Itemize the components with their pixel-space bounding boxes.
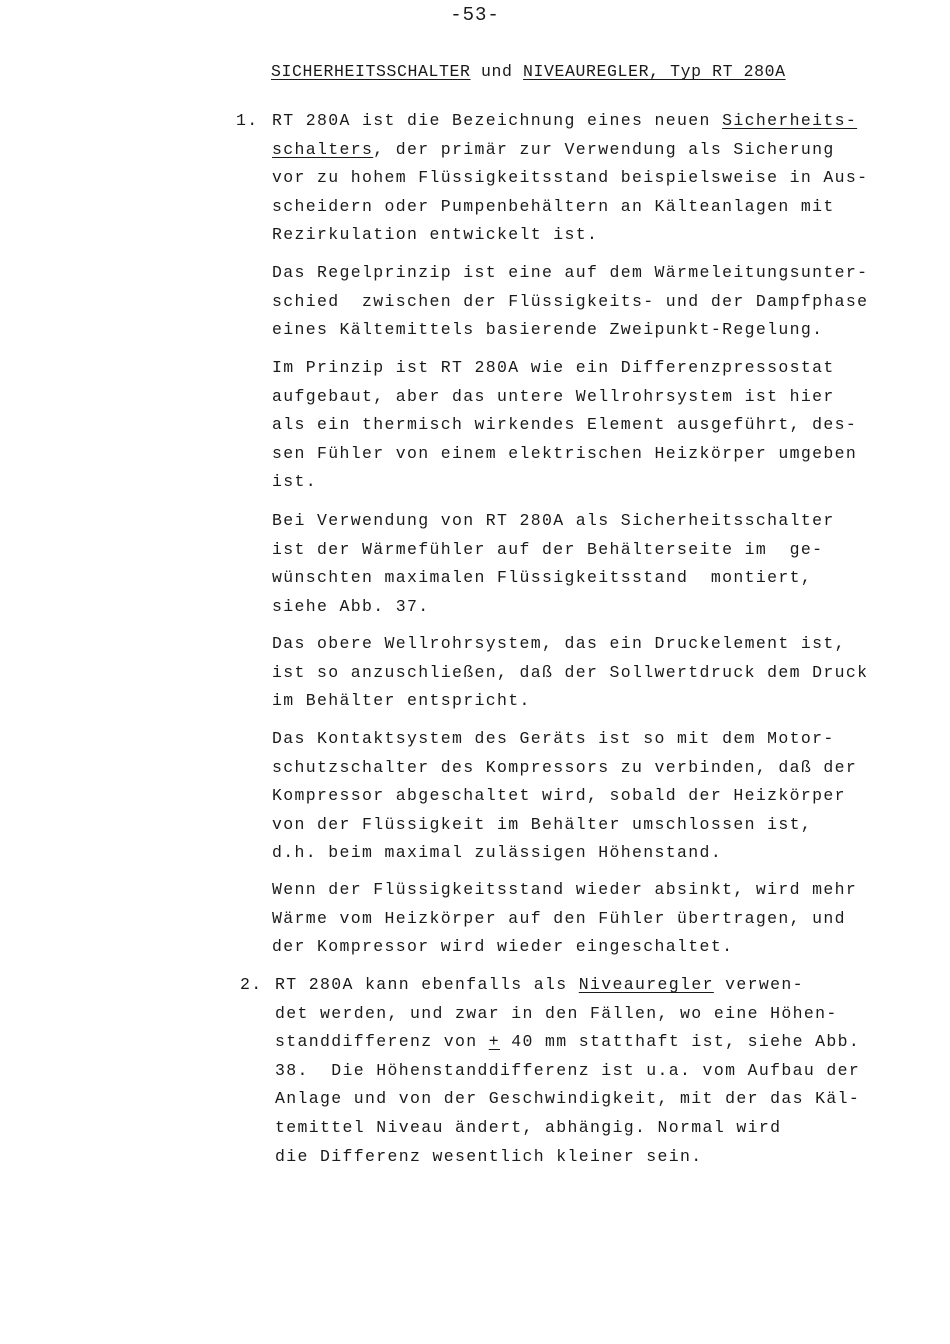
text-line: ist der Wärmefühler auf der Behälterseite im ge- (272, 539, 824, 559)
text-line: Kompressor abgeschaltet wird, sobald der Heizkörper (272, 786, 846, 806)
text-line: Bei Verwendung von RT 280A als Sicherheitsschalter (272, 511, 835, 530)
text-line: 38. Die Höhenstanddifferenz ist u.a. vom Aufbau der (275, 1060, 861, 1080)
text-line: sen Fühler von einem elektrischen Heizkörper umgeben (272, 443, 858, 463)
text-line: von der Flüssigkeit im Behälter umschlossen ist, (272, 814, 813, 834)
section-1-paragraph-7 (272, 876, 912, 962)
text-line: Im Prinzip ist RT 280A wie ein Differenzpressostat (272, 358, 835, 377)
text-line: scheidern oder Pumpenbehältern an Kälteanlagen mit (272, 196, 835, 216)
page-number: -53- (450, 4, 500, 26)
text-line: Das Kontaktsystem des Geräts ist so mit dem Motor- (272, 729, 835, 748)
section-2-number: 2. (240, 975, 263, 994)
text-line: ist. (272, 472, 318, 492)
title-part-3: NIVEAUREGLER, Typ RT 280A (523, 62, 786, 81)
section-1-number: 1. (236, 111, 259, 130)
text-segment: RT 280A ist die Bezeichnung eines neuen (272, 111, 723, 130)
text-segment: 40 mm statthaft ist, siehe Abb. (500, 1032, 861, 1052)
underlined-term: Niveauregler (578, 975, 714, 994)
section-1-paragraph-3 (272, 354, 912, 497)
text-line: ist so anzuschließen, daß der Sollwertdruck dem Druck (272, 662, 869, 682)
text-line: Das obere Wellrohrsystem, das ein Druckelement ist, (272, 634, 846, 653)
section-2-paragraph (275, 971, 915, 1171)
section-1-paragraph-5 (272, 630, 912, 716)
text-line: als ein thermisch wirkendes Element ausgeführt, des- (272, 415, 858, 435)
text-line: Rezirkulation entwickelt ist. (272, 225, 599, 245)
text-segment: , der primär zur Verwendung als Sicherung (373, 139, 835, 159)
text-line (272, 107, 912, 136)
text-line: schutzschalter des Kompressors zu verbinden, daß der (272, 757, 858, 777)
text-line: d.h. beim maximal zulässigen Höhenstand. (272, 843, 723, 863)
text-line (275, 971, 915, 1000)
section-1-paragraph-4 (272, 507, 912, 621)
section-1-paragraph-1 (272, 107, 912, 250)
text-line: vor zu hohem Flüssigkeitsstand beispielsweise in Aus- (272, 168, 869, 188)
text-line: temittel Niveau ändert, abhängig. Normal wird (275, 1117, 782, 1137)
section-1-paragraph-2 (272, 259, 912, 345)
section-1-paragraph-6 (272, 725, 912, 868)
page-title (271, 62, 786, 81)
text-line (272, 136, 912, 165)
text-line: Anlage und von der Geschwindigkeit, mit der das Käl- (275, 1089, 861, 1109)
text-line: siehe Abb. 37. (272, 596, 430, 616)
title-part-2: und (470, 62, 524, 81)
underlined-term: Sicherheits- (722, 111, 858, 130)
text-line: det werden, und zwar in den Fällen, wo eine Höhen- (275, 1003, 838, 1023)
text-line: der Kompressor wird wieder eingeschaltet. (272, 937, 734, 957)
text-segment: RT 280A kann ebenfalls als (275, 975, 579, 994)
text-line: Wärme vom Heizkörper auf den Fühler übertragen, und (272, 908, 846, 928)
text-line: aufgebaut, aber das untere Wellrohrsystem ist hier (272, 386, 835, 406)
text-line: Wenn der Flüssigkeitsstand wieder absinkt, wird mehr (272, 880, 858, 899)
title-part-1: SICHERHEITSSCHALTER (271, 62, 471, 81)
text-segment: verwen- (713, 975, 804, 994)
text-line: schied zwischen der Flüssigkeits- und der Dampfphase (272, 291, 869, 311)
text-line: wünschten maximalen Flüssigkeitsstand montiert, (272, 568, 813, 588)
plus-minus-sign: + (488, 1032, 501, 1052)
text-segment: standdifferenz von (275, 1032, 489, 1052)
text-line: Das Regelprinzip ist eine auf dem Wärmeleitungsunter- (272, 263, 869, 282)
underlined-term: schalters (272, 139, 374, 159)
text-line: die Differenz wesentlich kleiner sein. (275, 1146, 703, 1166)
text-line (275, 1028, 915, 1057)
text-line: im Behälter entspricht. (272, 691, 531, 711)
text-line: eines Kältemittels basierende Zweipunkt-Regelung. (272, 320, 824, 340)
